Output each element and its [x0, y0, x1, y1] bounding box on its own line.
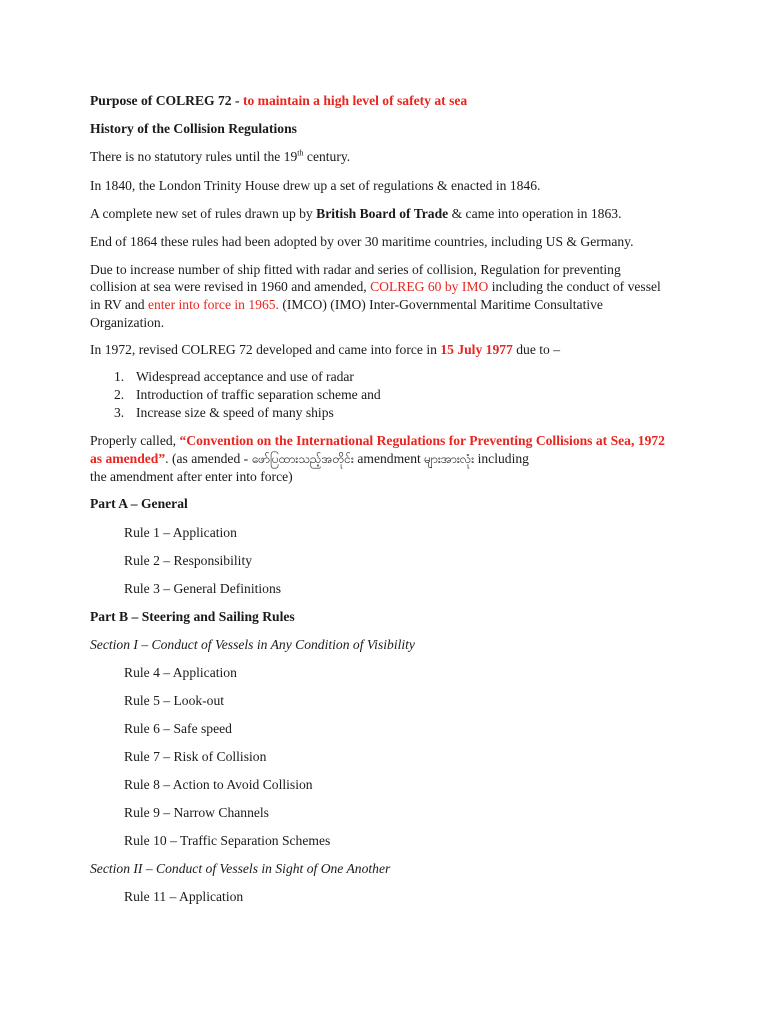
paragraph-trinity-house: In 1840, the London Trinity House drew up a set of regulations & enacted in 1846.	[90, 178, 541, 193]
purpose-label: Purpose of COLREG 72 -	[90, 93, 240, 108]
rule-item: Rule 2 – Responsibility	[124, 553, 253, 568]
p6-date: 15 July 1977	[440, 342, 513, 357]
p7-text: Properly called,	[90, 433, 180, 448]
rule-item: Rule 10 – Traffic Separation Schemes	[124, 833, 331, 848]
p5-l2-text-end: including the conduct of vessel	[488, 279, 661, 294]
p5-l2-text: collision at sea were revised in 1960 and amended,	[90, 279, 371, 294]
p7-line-3: the amendment after enter into force)	[90, 469, 293, 484]
list-item	[114, 368, 354, 386]
rule-item: Rule 9 – Narrow Channels	[124, 805, 269, 820]
section-2-heading: Section II – Conduct of Vessels in Sight of One Another	[90, 861, 391, 876]
list-text: Widespread acceptance and use of radar	[136, 369, 354, 384]
rule-item: Rule 5 – Look-out	[124, 693, 225, 708]
rule-item: Rule 11 – Application	[124, 889, 244, 904]
p7-line-1	[90, 432, 665, 450]
rule-item: Rule 3 – General Definitions	[124, 581, 282, 596]
purpose-value: to maintain a high level of safety at sea	[242, 93, 468, 108]
p7-text-2: . (as amended -	[165, 451, 252, 466]
p3-text: A complete new set of rules drawn up by	[90, 206, 317, 221]
p7-convention-title: “Convention on the International Regulations for Preventing Collisions at Sea, 1972	[179, 433, 665, 448]
rule-item: Rule 1 – Application	[124, 525, 237, 540]
p7-myanmar-text-2: များအားလုံး	[424, 452, 475, 466]
p1-superscript: th	[297, 148, 304, 158]
part-b-heading: Part B – Steering and Sailing Rules	[90, 609, 295, 624]
part-a-heading: Part A – General	[90, 496, 188, 511]
list-number: 3.	[114, 405, 125, 420]
p5-l3-red: enter into force in 1965.	[147, 297, 279, 312]
p5-l3-text-end: (IMCO) (IMO) Inter-Governmental Maritime Consultative	[278, 297, 603, 312]
list-number: 2.	[114, 387, 125, 402]
list-text: Increase size & speed of many ships	[136, 405, 334, 420]
p5-line-3	[90, 296, 603, 314]
rule-item: Rule 7 – Risk of Collision	[124, 749, 267, 764]
p5-line-1: Due to increase number of ship fitted with radar and series of collision, Regulation for preventing	[90, 262, 621, 277]
p7-myanmar-text: ဖော်ပြထားသည့်အတိုင်း	[251, 452, 354, 466]
paragraph-1972	[90, 341, 560, 359]
rule-item: Rule 4 – Application	[124, 665, 237, 680]
section-1-heading: Section I – Conduct of Vessels in Any Condition of Visibility	[90, 637, 415, 652]
p5-line-4: Organization.	[90, 315, 165, 330]
p5-line-2	[90, 278, 661, 296]
p5-l2-red: COLREG 60 by IMO	[370, 279, 489, 294]
p3-text-end: & came into operation in 1863.	[448, 206, 622, 221]
p6-text: In 1972, revised COLREG 72 developed and came into force in	[90, 342, 441, 357]
p7-line-2	[90, 450, 529, 468]
list-text: Introduction of traffic separation scheme and	[136, 387, 381, 402]
history-heading: History of the Collision Regulations	[90, 121, 297, 136]
paragraph-board-of-trade	[90, 205, 621, 223]
p7-as-amended: as amended”	[90, 451, 166, 466]
p7-text-3: amendment	[353, 451, 425, 466]
p3-bold: British Board of Trade	[316, 206, 449, 221]
p1-text: There is no statutory rules until the 19	[90, 149, 298, 164]
p5-l3-text: in RV and	[90, 297, 148, 312]
list-number: 1.	[114, 369, 125, 384]
list-item	[114, 386, 381, 404]
p1-text-end: century.	[306, 149, 351, 164]
paragraph-adopted-1864: End of 1864 these rules had been adopted by over 30 maritime countries, including US & Germany.	[90, 234, 634, 249]
list-item	[114, 404, 334, 422]
p6-text-end: due to –	[512, 342, 561, 357]
paragraph-statutory-rules	[90, 148, 350, 166]
p7-text-4: including	[474, 451, 529, 466]
purpose-line	[90, 92, 467, 110]
rule-item: Rule 6 – Safe speed	[124, 721, 232, 736]
rule-item: Rule 8 – Action to Avoid Collision	[124, 777, 313, 792]
